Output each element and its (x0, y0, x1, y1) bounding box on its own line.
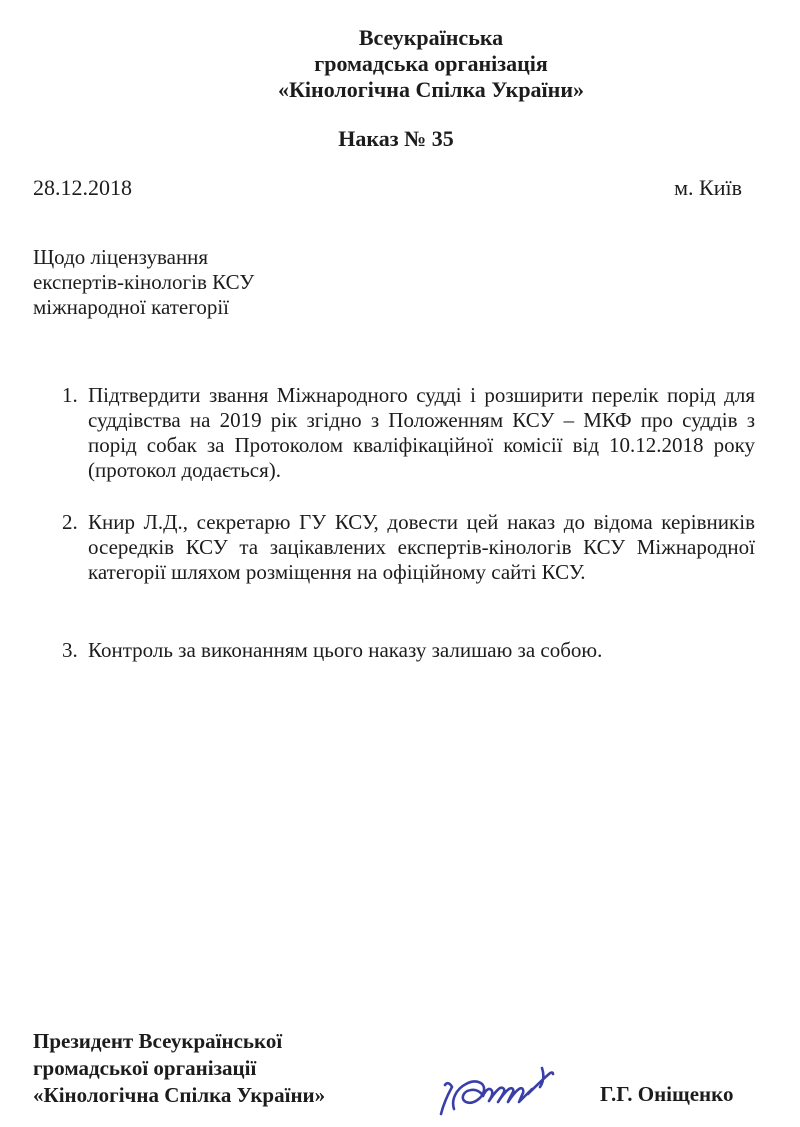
signer-title-block (33, 1028, 325, 1109)
list-item (62, 510, 755, 585)
subject-line-1: Щодо ліцензування (33, 245, 209, 269)
list-item (62, 638, 755, 663)
item-number: 2. (62, 510, 78, 534)
date-row (33, 175, 742, 201)
item-text: Книр Л.Д., секретарю ГУ КСУ, довести цей наказ до відома керівників осередків КСУ та зацікавлених експертів-кінологів КСУ Міжнародної категорії шляхом розміщення на офіційному сайті КСУ. (88, 510, 755, 584)
item-number: 1. (62, 383, 78, 407)
document-city: м. Київ (674, 175, 742, 200)
org-name-line-2: громадська організація (314, 51, 548, 76)
document-date: 28.12.2018 (33, 175, 132, 200)
signer-title-line-1: Президент Всеукраїнської (33, 1029, 283, 1053)
signer-title-line-2: громадської організації (33, 1056, 257, 1080)
subject-line-3: міжнародної категорії (33, 295, 230, 319)
item-text: Контроль за виконанням цього наказу залишаю за собою. (88, 638, 603, 662)
item-number: 3. (62, 638, 78, 662)
subject-block (33, 245, 254, 320)
signer-name: Г.Г. Оніщенко (600, 1082, 734, 1106)
item-text: Підтвердити звання Міжнародного судді і розширити перелік порід для суддівства на 2019 рік згідно з Положенням КСУ – МКФ про суддів з порід собак за Протоколом кваліфікаційної комісії від 10.12.2018 року (протокол додається). (88, 383, 755, 482)
subject-line-2: експертів-кінологів КСУ (33, 270, 255, 294)
signer-title-line-3: «Кінологічна Спілка України» (33, 1083, 326, 1107)
list-item (62, 383, 755, 483)
org-name-line-3: «Кінологічна Спілка України» (277, 77, 585, 102)
order-items-list (62, 383, 755, 663)
signature-ink-icon (428, 1056, 572, 1122)
order-title: Наказ № 35 (338, 126, 454, 151)
signature-path (441, 1068, 553, 1114)
org-header (62, 25, 800, 103)
org-name-line-1: Всеукраїнська (358, 25, 504, 50)
